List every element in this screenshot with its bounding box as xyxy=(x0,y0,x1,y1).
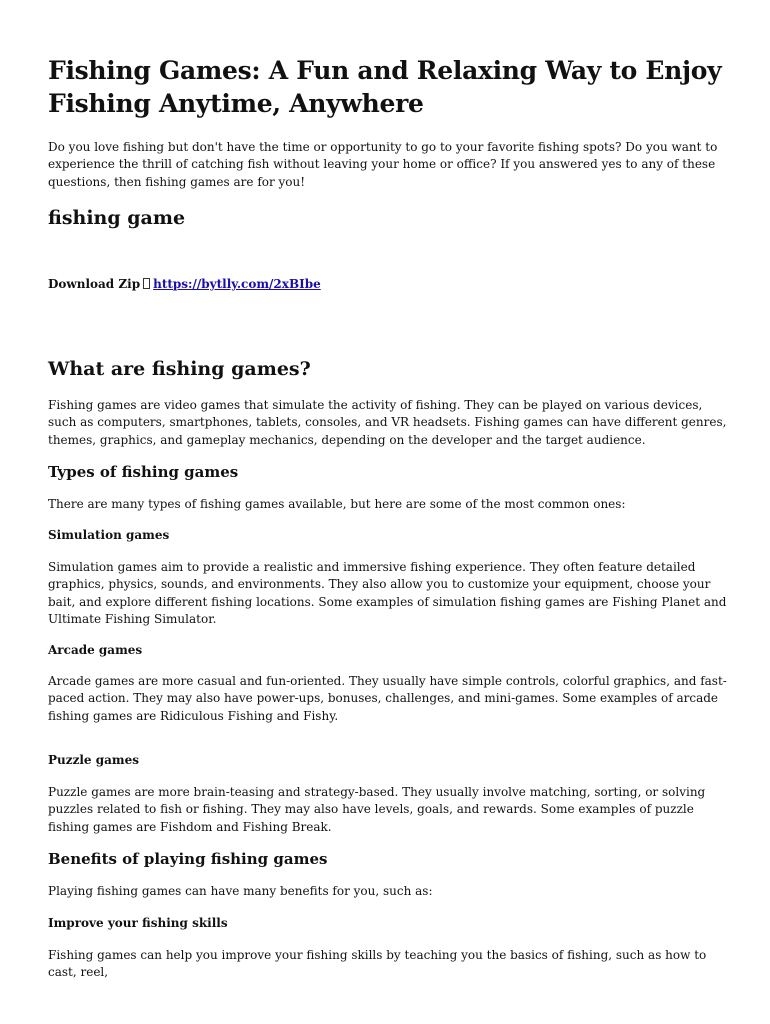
types-paragraph: There are many types of fishing games available, but here are some of the most common ones: xyxy=(48,497,626,511)
missing-glyph-icon xyxy=(143,278,150,289)
benefits-paragraph: Playing fishing games can have many benefits for you, such as: xyxy=(48,884,433,898)
what-heading: What are fishing games? xyxy=(48,358,311,380)
skills-heading: Improve your fishing skills xyxy=(48,916,228,930)
benefits-heading: Benefits of playing fishing games xyxy=(48,850,328,868)
download-line xyxy=(48,276,321,293)
types-heading: Types of fishing games xyxy=(48,463,239,481)
puzzle-heading: Puzzle games xyxy=(48,753,140,767)
download-label: Download Zip xyxy=(48,277,141,291)
download-link[interactable]: https://bytlly.com/2xBIbe xyxy=(153,277,321,291)
what-paragraph: Fishing games are video games that simulate the activity of fishing. They can be played on various devices, such as computers, smartphones, tablets, consoles, and VR headsets. Fishing games can have different genres, themes, graphics, and gameplay mechanics, depending on the developer and the target audience. xyxy=(48,398,727,447)
simulation-paragraph: Simulation games aim to provide a realistic and immersive fishing experience. They often feature detailed graphics, physics, sounds, and environments. They also allow you to customize your equipment, choose your bait, and explore different fishing locations. Some examples of simulation fishing games are Fishing Planet and Ultimate Fishing Simulator. xyxy=(48,560,727,627)
keyword-heading: fishing game xyxy=(48,207,186,229)
intro-paragraph: Do you love fishing but don't have the time or opportunity to go to your favorite fishing spots? Do you want to experience the thrill of catching fish without leaving your home or office? If you answered yes to any of these questions, then fishing games are for you! xyxy=(48,140,718,189)
simulation-heading: Simulation games xyxy=(48,528,170,542)
puzzle-paragraph: Puzzle games are more brain-teasing and strategy-based. They usually involve matching, sorting, or solving puzzles related to fish or fishing. They may also have levels, goals, and rewards. Some examples of puzzle fishing games are Fishdom and Fishing Break. xyxy=(48,785,706,834)
arcade-paragraph: Arcade games are more casual and fun-oriented. They usually have simple controls, colorful graphics, and fast-paced action. They may also have power-ups, bonuses, challenges, and mini-games. Some examples of arcade fishing games are Ridiculous Fishing and Fishy. xyxy=(48,674,727,723)
arcade-heading: Arcade games xyxy=(48,643,143,657)
skills-paragraph: Fishing games can help you improve your fishing skills by teaching you the basics of fishing, such as how to cast, reel, xyxy=(48,948,707,980)
page-title: Fishing Games: A Fun and Relaxing Way to Enjoy Fishing Anytime, Anywhere xyxy=(48,56,722,118)
